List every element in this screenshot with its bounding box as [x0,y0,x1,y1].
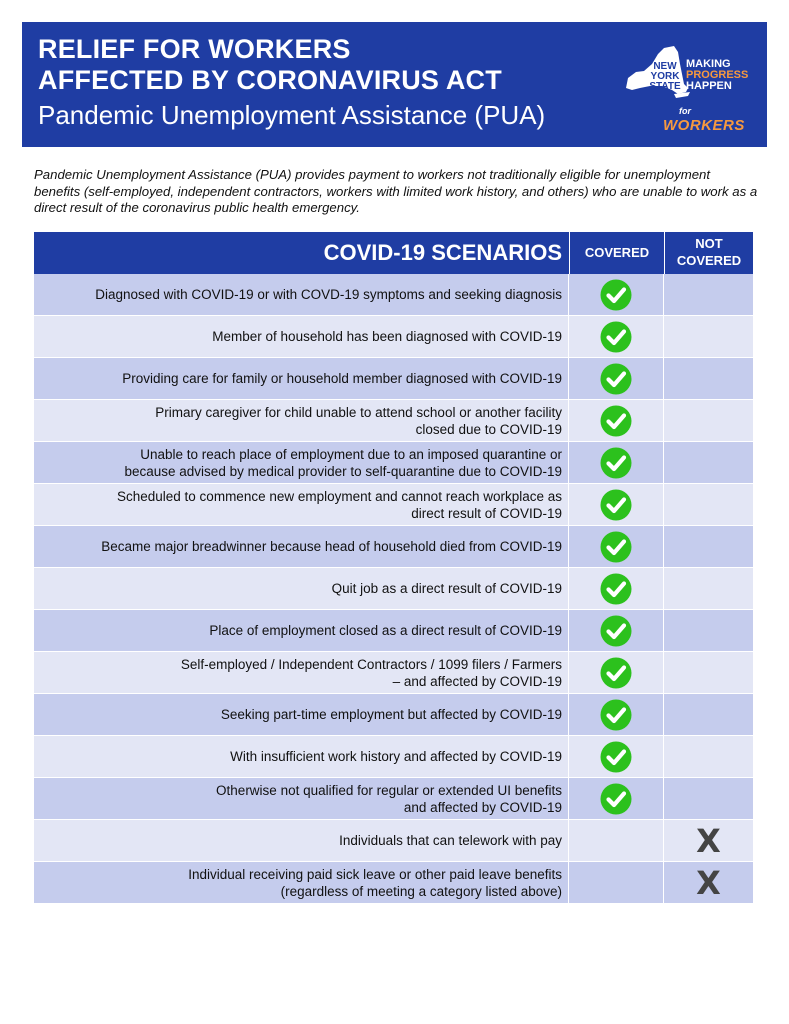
covered-cell [569,526,663,567]
scenario-text-line2: and affected by COVID-19 [403,799,562,815]
scenario-text: Seeking part-time employment but affected by COVID-19 [220,707,562,722]
scenario-text-line2: direct result of COVID-19 [411,505,562,521]
scenario-text: Became major breadwinner because head of household died from COVID-19 [101,539,562,554]
covered-cell [569,442,663,483]
not-covered-cell [664,400,753,441]
page-header [22,22,767,147]
covered-cell [569,862,663,903]
table-row [34,694,753,736]
scenario-cell [34,862,568,903]
scenarios-table [34,232,753,904]
scenario-cell [34,694,568,735]
covered-cell [569,484,663,525]
not-covered-cell [664,820,753,861]
green-check-icon [600,783,632,815]
table-row [34,778,753,820]
table-row [34,442,753,484]
logo-ny-text: NEW YORK STATE [649,61,681,92]
not-covered-cell [664,610,753,651]
not-covered-cell [664,862,753,903]
ny-state-logo [622,44,762,139]
scenario-cell [34,568,568,609]
green-check-icon [600,363,632,395]
scenario-text: Otherwise not qualified for regular or extended UI benefits [216,782,562,798]
table-row [34,820,753,862]
covered-cell [569,694,663,735]
not-covered-cell [664,778,753,819]
green-check-icon [600,279,632,311]
scenario-text: Individuals that can telework with pay [339,833,562,848]
logo-tagline: MAKING PROGRESS HAPPEN [686,58,749,92]
scenario-cell [34,820,568,861]
scenario-text: Quit job as a direct result of COVID-19 [331,581,562,596]
header-not-covered: NOT COVERED [664,232,753,274]
scenario-text: With insufficient work history and affected by COVID-19 [230,749,562,764]
scenario-text: Self-employed / Independent Contractors / 1099 filers / Farmers [180,656,562,672]
not-covered-cell [664,568,753,609]
scenario-text: Place of employment closed as a direct result of COVID-19 [209,623,562,638]
green-check-icon [600,573,632,605]
green-check-icon [600,531,632,563]
not-covered-cell [664,316,753,357]
header-scenarios: COVID-19 SCENARIOS [323,240,562,265]
not-covered-cell [664,694,753,735]
table-row [34,652,753,694]
green-check-icon [600,447,632,479]
intro-paragraph: Pandemic Unemployment Assistance (PUA) provides payment to workers not traditionally eligible for unemployment benefits (self-employed, independent contractors, workers with limited work history, and others) who are unable to work as a direct result of the coronavirus public health emergency. [34,167,758,215]
scenario-text: Diagnosed with COVID-19 or with COVD-19 symptoms and seeking diagnosis [95,287,562,302]
green-check-icon [600,615,632,647]
scenario-cell [34,610,568,651]
scenario-cell [34,526,568,567]
scenario-text: Unable to reach place of employment due to an imposed quarantine or [140,446,562,462]
not-covered-cell [664,358,753,399]
x-mark-icon: X [696,863,721,902]
green-check-icon [600,405,632,437]
scenario-cell [34,316,568,357]
not-covered-cell [664,484,753,525]
scenario-text: Scheduled to commence new employment and cannot reach workplace as [117,488,562,504]
not-covered-cell [664,274,753,315]
scenario-text-line2: – and affected by COVID-19 [392,673,562,689]
table-row [34,568,753,610]
table-body [34,274,753,904]
scenario-text: Individual receiving paid sick leave or other paid leave benefits [188,866,562,882]
covered-cell [569,652,663,693]
covered-cell [569,358,663,399]
green-check-icon [600,741,632,773]
covered-cell [569,610,663,651]
green-check-icon [600,657,632,689]
not-covered-cell [664,442,753,483]
table-row [34,610,753,652]
table-header [34,232,753,274]
header-covered: COVERED [569,232,664,274]
table-row [34,736,753,778]
not-covered-cell [664,652,753,693]
scenario-cell [34,484,568,525]
scenario-cell [34,274,568,315]
scenario-text-line2: (regardless of meeting a category listed above) [280,883,562,899]
scenario-text: Primary caregiver for child unable to attend school or another facility [155,404,562,420]
covered-cell [569,820,663,861]
scenario-cell [34,442,568,483]
header-title [38,34,502,96]
scenario-text: Member of household has been diagnosed with COVID-19 [212,329,562,344]
not-covered-cell [664,526,753,567]
green-check-icon [600,489,632,521]
green-check-icon [600,699,632,731]
table-row [34,358,753,400]
header-title-line2: AFFECTED BY CORONAVIRUS ACT [38,65,502,95]
covered-cell [569,568,663,609]
scenario-cell [34,358,568,399]
logo-workers-text: WORKERS [663,117,745,134]
table-row [34,526,753,568]
table-row [34,400,753,442]
x-mark-icon: X [696,821,721,860]
covered-cell [569,778,663,819]
scenario-text-line2: closed due to COVID-19 [415,421,562,437]
table-row [34,484,753,526]
table-row [34,862,753,904]
scenario-text: Providing care for family or household member diagnosed with COVID-19 [122,371,562,386]
scenario-cell [34,652,568,693]
green-check-icon [600,321,632,353]
header-subtitle: Pandemic Unemployment Assistance (PUA) [38,100,546,130]
table-row [34,316,753,358]
scenario-cell [34,736,568,777]
scenario-cell [34,778,568,819]
covered-cell [569,736,663,777]
scenario-text-line2: because advised by medical provider to self-quarantine due to COVID-19 [124,463,562,479]
not-covered-cell [664,736,753,777]
covered-cell [569,274,663,315]
logo-for-text: for [679,106,691,116]
table-row [34,274,753,316]
header-title-line1: RELIEF FOR WORKERS [38,34,351,64]
covered-cell [569,316,663,357]
scenario-cell [34,400,568,441]
covered-cell [569,400,663,441]
